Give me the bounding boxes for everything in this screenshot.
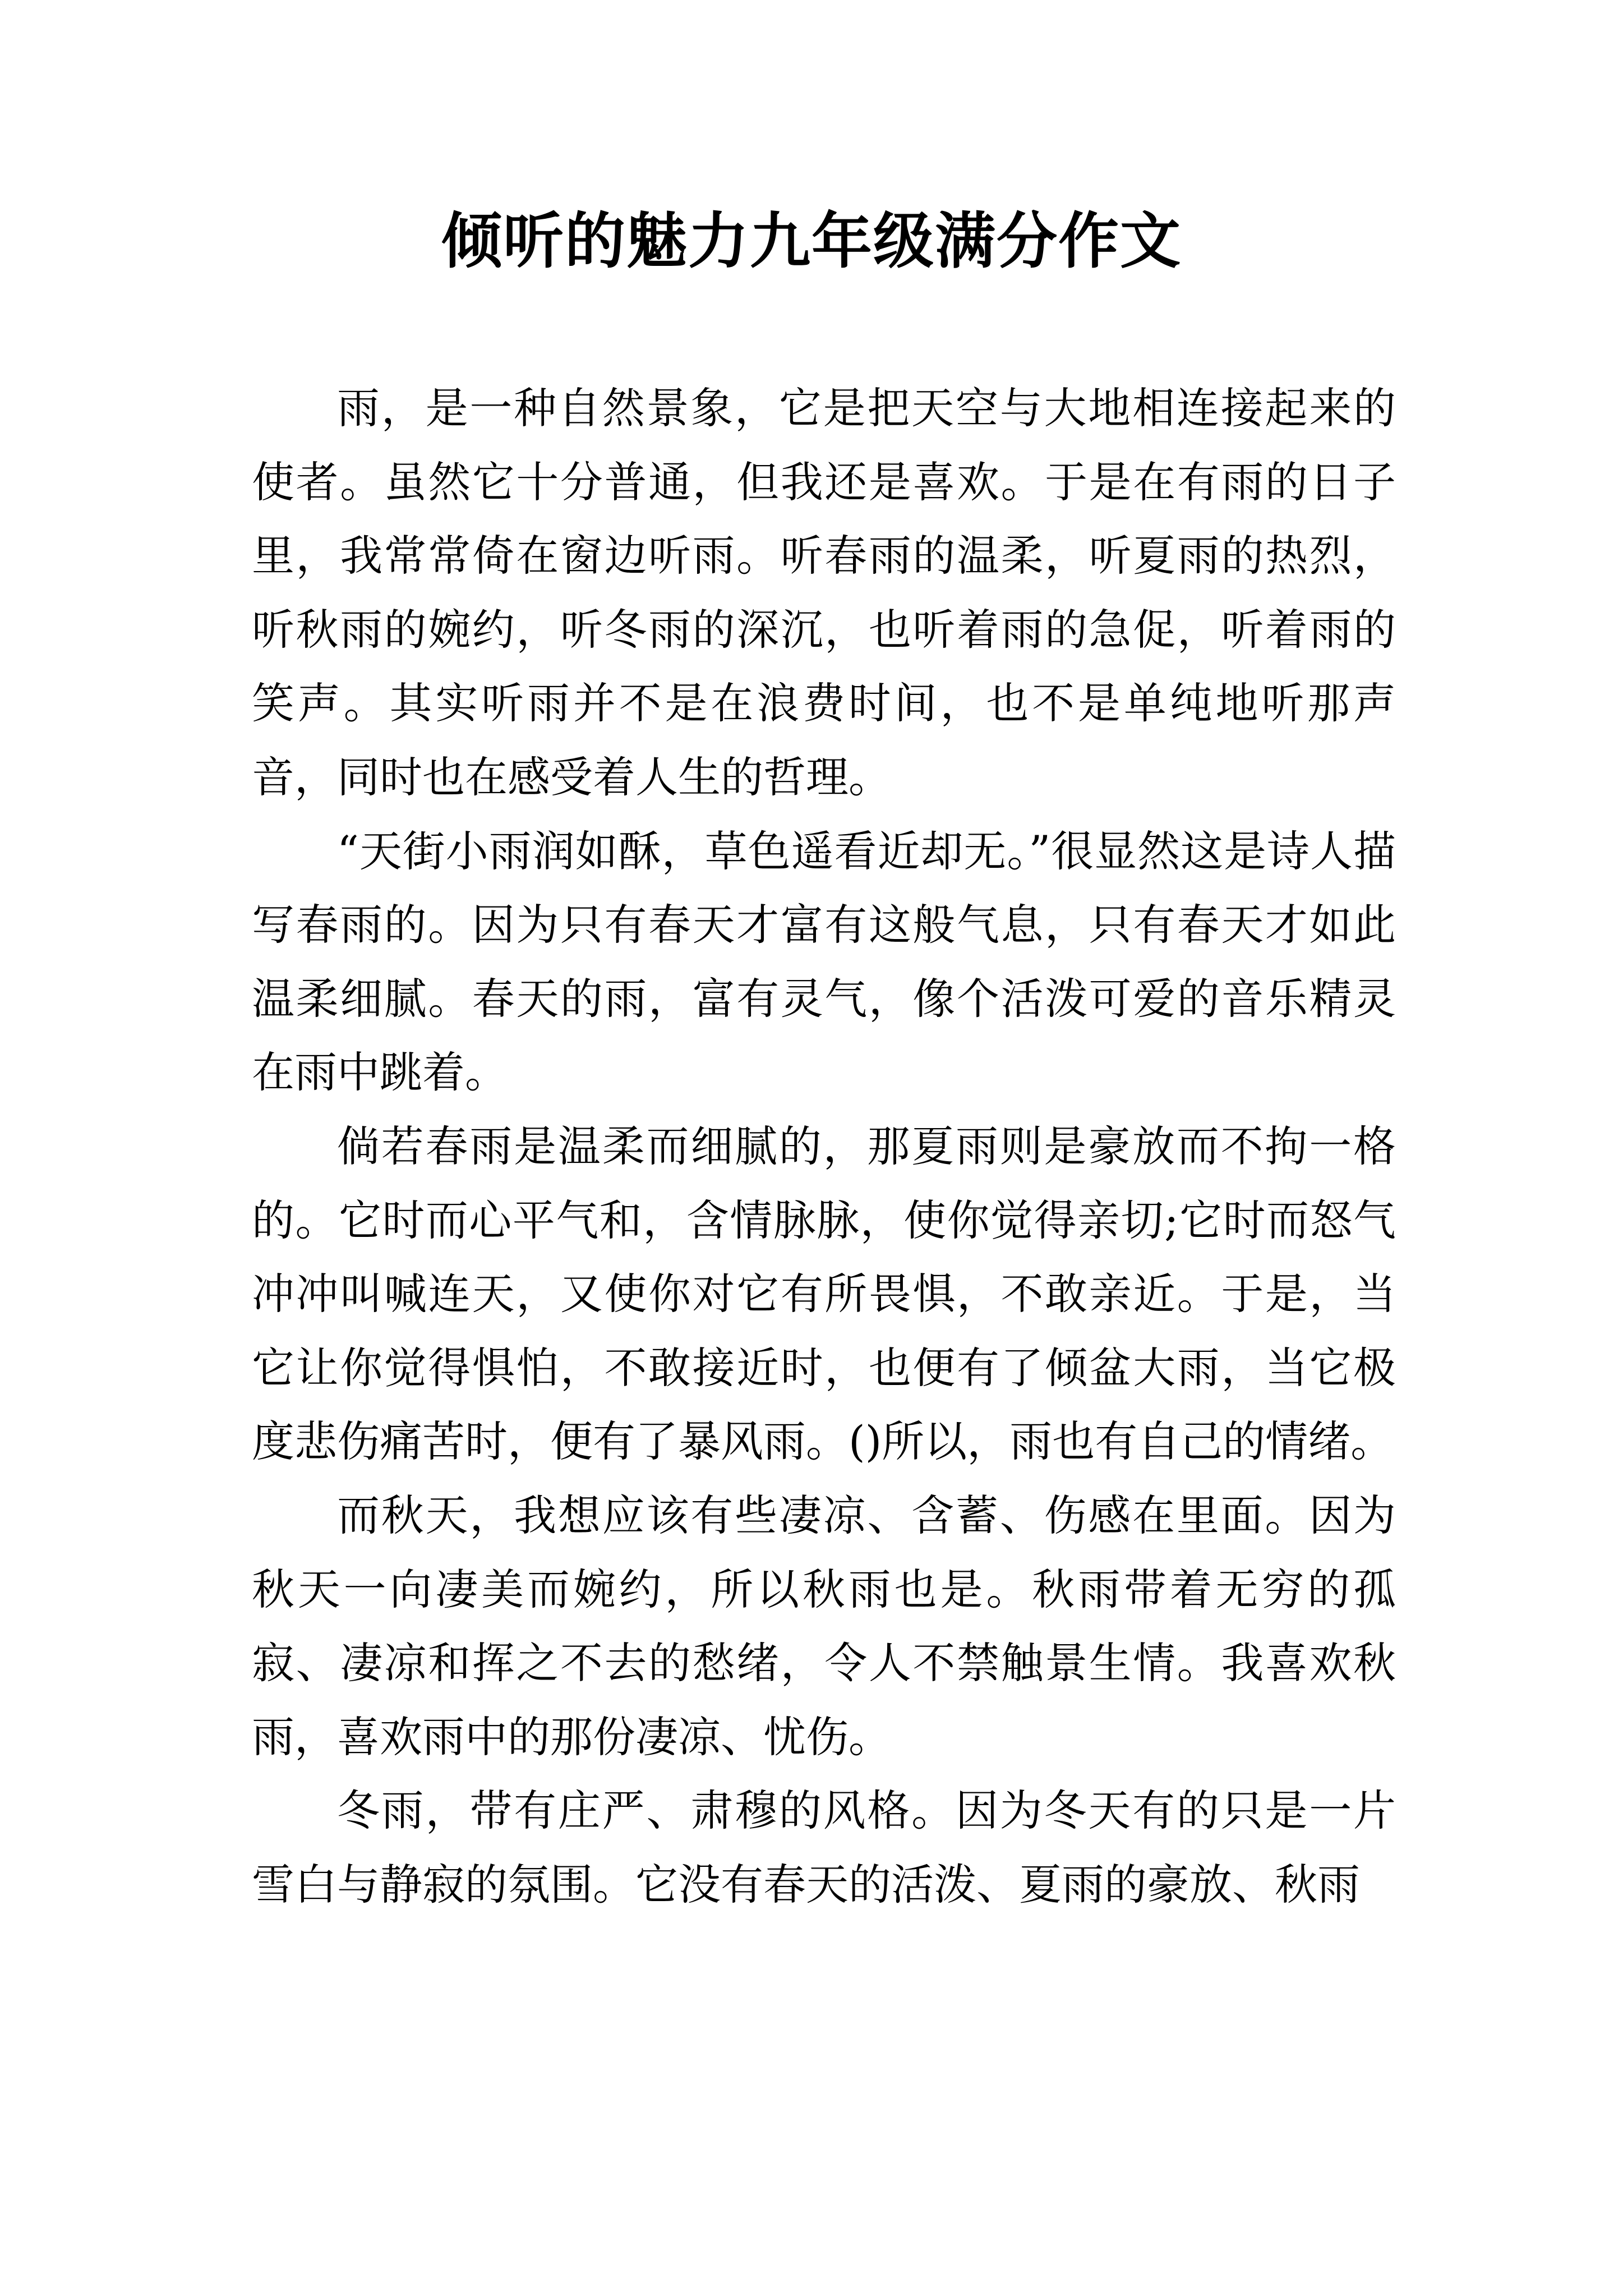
document-title: 倾听的魅力九年级满分作文 (441, 206, 1182, 277)
paragraph: 倘若春雨是温柔而细腻的，那夏雨则是豪放而不拘一格的。它时而心平气和，含情脉脉，使你觉得亲切;它时而怒气冲冲叫喊连天，又使你对它有所畏惧，不敢亲近。于是，当它让你觉得惧怕，不敢接近时，也便有了倾盆大雨，当它极度悲伤痛苦时，便有了暴风雨。()所以，雨也有自己的情绪。 (252, 1121, 1396, 1467)
document-body (252, 371, 1396, 1921)
paragraph: 雨，是一种自然景象，它是把天空与大地相连接起来的使者。虽然它十分普通，但我还是喜欢。于是在有雨的日子里，我常常倚在窗边听雨。听春雨的温柔，听夏雨的热烈，听秋雨的婉约，听冬雨的深沉，也听着雨的急促，听着雨的笑声。其实听雨并不是在浪费时间，也不是单纯地听那声音，同时也在感受着人生的哲理。 (252, 383, 1396, 802)
paragraph: 冬雨，带有庄严、肃穆的风格。因为冬天有的只是一片雪白与静寂的氛围。它没有春天的活泼、夏雨的豪放、秋雨 (252, 1786, 1396, 1910)
paragraph: “天街小雨润如酥，草色遥看近却无。”很显然这是诗人描写春雨的。因为只有春天才富有这般气息，只有春天才如此温柔细腻。春天的雨，富有灵气，像个活泼可爱的音乐精灵在雨中跳着。 (252, 826, 1396, 1098)
paragraph: 而秋天，我想应该有些凄凉、含蓄、伤感在里面。因为秋天一向凄美而婉约，所以秋雨也是。秋雨带着无穷的孤寂、凄凉和挥之不去的愁绪，令人不禁触景生情。我喜欢秋雨，喜欢雨中的那份凄凉、忧伤。 (252, 1490, 1396, 1762)
